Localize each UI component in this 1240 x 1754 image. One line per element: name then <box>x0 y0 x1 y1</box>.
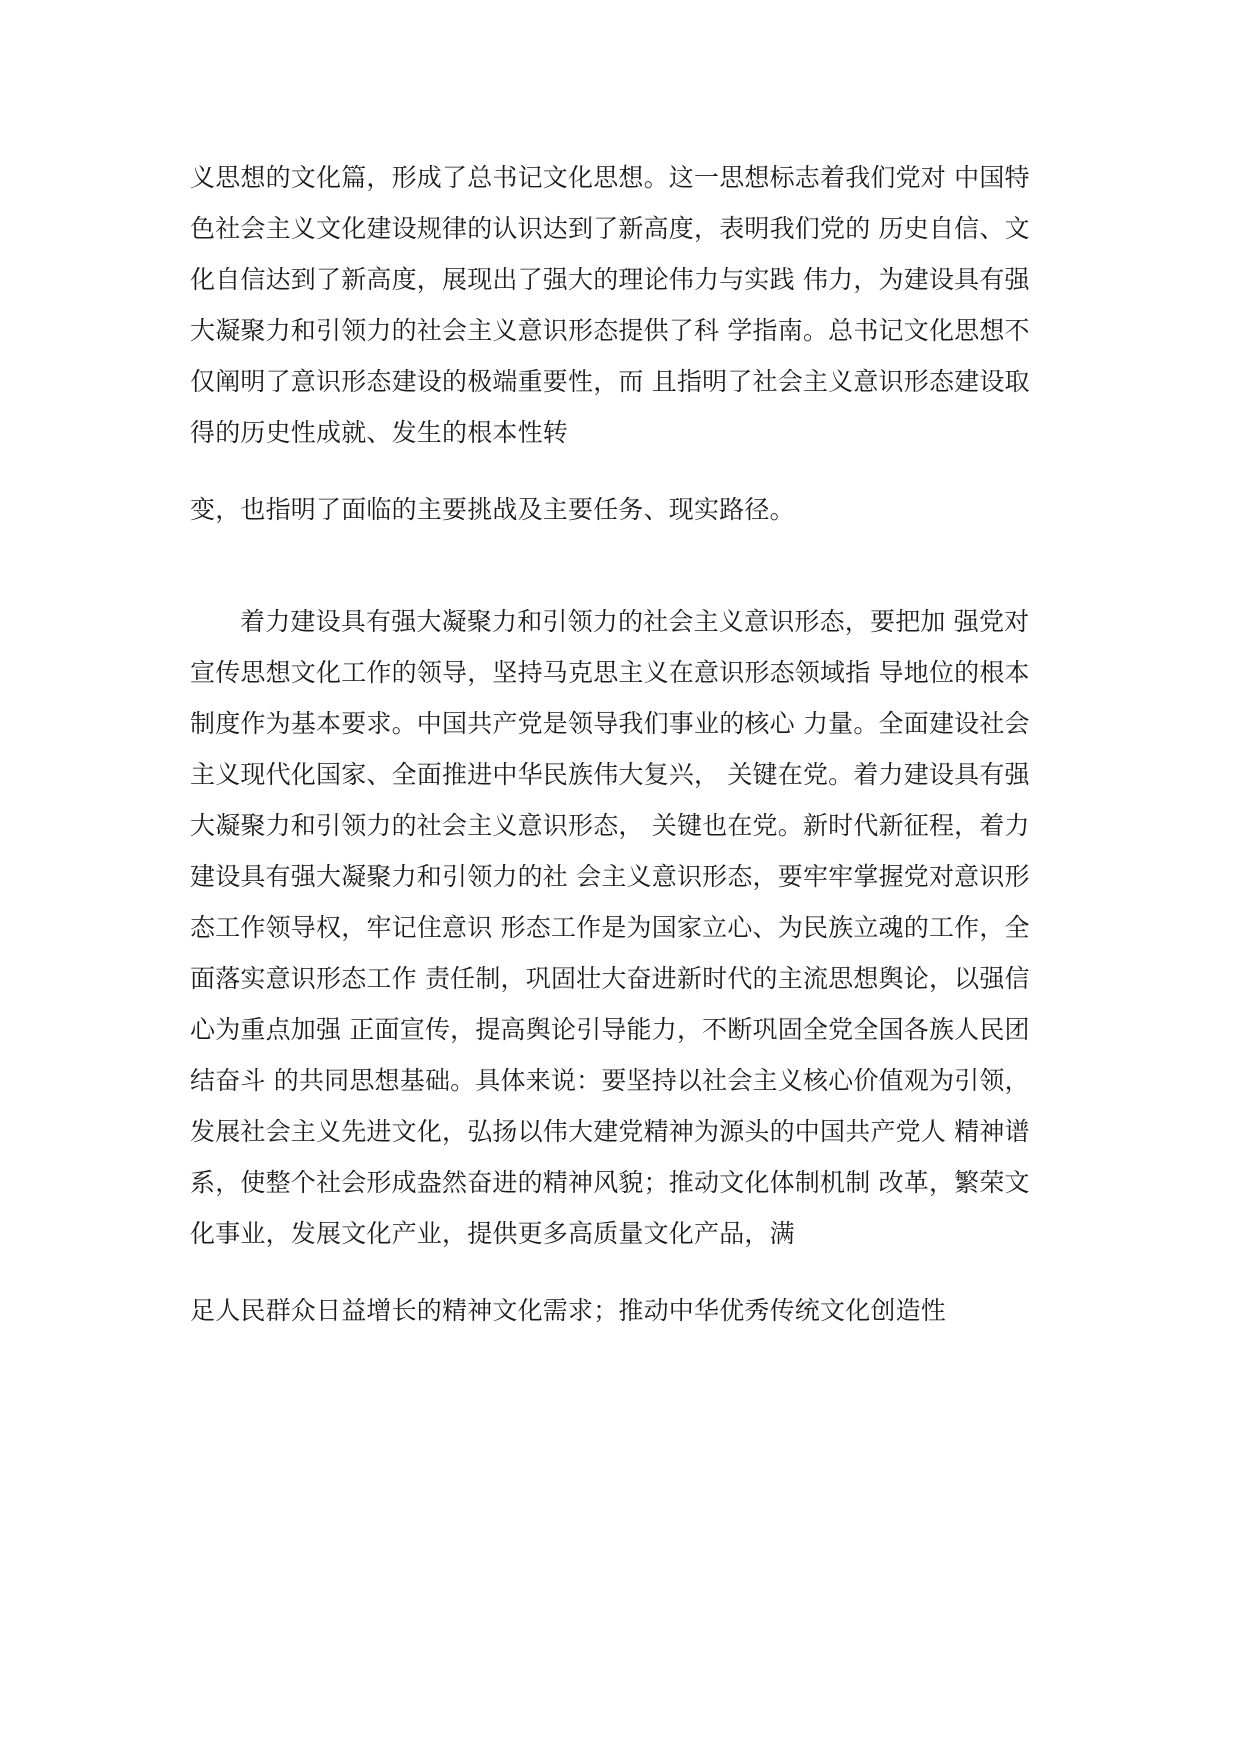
text-line: 主义现代化国家、全面推进中华民族伟大复兴， 关键在党。着力建设具有强 <box>190 760 1030 789</box>
text-line: 义思想的文化篇，形成了总书记文化思想。这一思想标志着我们党对 中国特 <box>190 163 1030 192</box>
text-line: 大凝聚力和引领力的社会主义意识形态提供了科 学指南。总书记文化思想不 <box>190 316 1030 345</box>
text-line: 系，使整个社会形成盎然奋进的精神风貌；推动文化体制机制 改革，繁荣文 <box>190 1168 1030 1197</box>
text-line: 得的历史性成就、发生的根本性转 <box>190 418 569 447</box>
text-line: 发展社会主义先进文化，弘扬以伟大建党精神为源头的中国共产党人 精神谱 <box>190 1117 1030 1146</box>
text-line: 足人民群众日益增长的精神文化需求；推动中华优秀传统文化创造性 <box>190 1296 947 1325</box>
text-line: 制度作为基本要求。中国共产党是领导我们事业的核心 力量。全面建设社会 <box>190 709 1030 738</box>
text-line: 态工作领导权，牢记住意识 形态工作是为国家立心、为民族立魂的工作，全 <box>190 913 1030 942</box>
text-line: 大凝聚力和引领力的社会主义意识形态， 关键也在党。新时代新征程，着力 <box>190 811 1030 840</box>
text-line: 心为重点加强 正面宣传，提高舆论引导能力，不断巩固全党全国各族人民团 <box>190 1015 1030 1044</box>
text-line: 化自信达到了新高度，展现出了强大的理论伟力与实践 伟力，为建设具有强 <box>190 265 1030 294</box>
text-line: 仅阐明了意识形态建设的极端重要性，而 且指明了社会主义意识形态建设取 <box>190 367 1030 396</box>
text-line: 色社会主义文化建设规律的认识达到了新高度，表明我们党的 历史自信、文 <box>190 214 1030 243</box>
text-line: 结奋斗 的共同思想基础。具体来说：要坚持以社会主义核心价值观为引领， <box>190 1066 1030 1095</box>
text-line: 变，也指明了面临的主要挑战及主要任务、现实路径。 <box>190 495 795 524</box>
paragraph-first-line: 着力建设具有强大凝聚力和引领力的社会主义意识形态，要把加 强党对 <box>240 607 1030 636</box>
text-line: 面落实意识形态工作 责任制，巩固壮大奋进新时代的主流思想舆论，以强信 <box>190 964 1030 993</box>
text-line: 宣传思想文化工作的领导，坚持马克思主义在意识形态领域指 导地位的根本 <box>190 658 1030 687</box>
text-line: 建设具有强大凝聚力和引领力的社 会主义意识形态，要牢牢掌握党对意识形 <box>190 862 1030 891</box>
text-line: 化事业，发展文化产业，提供更多高质量文化产品，满 <box>190 1219 795 1248</box>
